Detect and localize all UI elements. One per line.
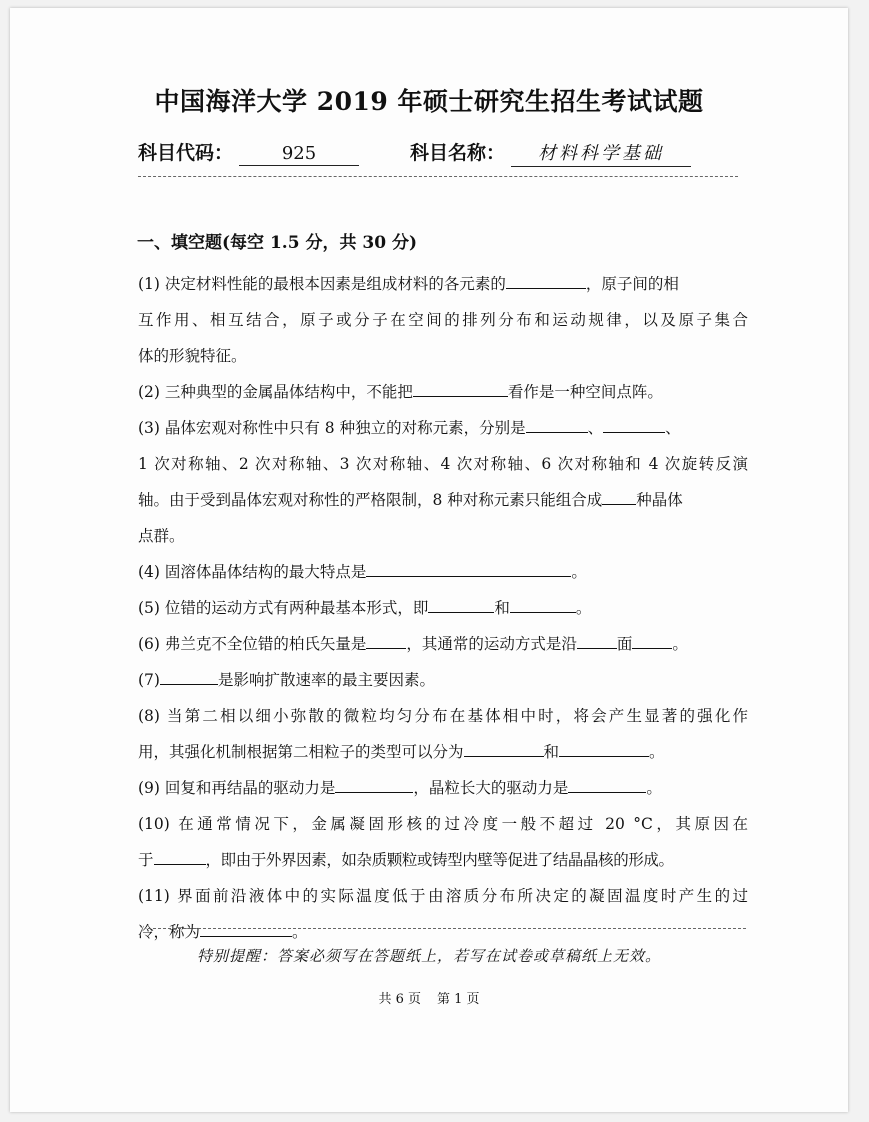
question-text: (2) 三种典型的金属晶体结构中，不能把 [138, 383, 413, 401]
answer-blank [632, 634, 672, 649]
question-6 [138, 626, 748, 662]
question-text: 、 [587, 419, 604, 437]
question-9 [138, 770, 748, 806]
question-text: ，其通常的运动方式是沿 [406, 635, 577, 653]
answer-blank [154, 850, 206, 865]
answer-blank [602, 490, 636, 505]
question-text: 和 [543, 743, 560, 761]
answer-blank [603, 418, 665, 433]
question-text: 和 [494, 599, 510, 617]
question-8-line-2 [138, 734, 748, 770]
question-3-line-3 [138, 482, 748, 518]
question-list [138, 266, 748, 950]
subject-code-value: 925 [239, 143, 359, 166]
question-text: 轴。由于受到晶体宏观对称性的严格限制，8 种对称元素只能组合成 [138, 491, 603, 509]
subject-name-label: 科目名称： [410, 142, 506, 164]
question-text: 。 [649, 743, 665, 761]
question-text: (4) 固溶体晶体结构的最大特点是 [138, 563, 367, 581]
question-text: 。 [575, 599, 592, 617]
question-text: 是影响扩散速率的最主要因素。 [217, 671, 435, 689]
exam-page [10, 8, 848, 1112]
question-3-line-4: 点群。 [138, 527, 185, 545]
question-8-line-1: (8) 当第二相以细小弥散的微粒均匀分布在基体相中时，将会产生显著的强化作 [138, 707, 748, 725]
answer-blank [506, 274, 586, 289]
subject-name-field [410, 138, 691, 167]
question-3-line-2: 1 次对称轴、2 次对称轴、3 次对称轴、4 次对称轴、6 次对称轴和 4 次旋转反演 [138, 455, 748, 473]
question-text: ，即由于外界因素，如杂质颗粒或铸型内壁等促进了结晶晶核的形成。 [205, 851, 674, 869]
answer-blank [568, 778, 646, 793]
answer-blank [510, 598, 576, 613]
question-7 [138, 662, 748, 698]
subject-code-label: 科目代码： [138, 142, 234, 164]
question-11-line-1: (11) 界面前沿液体中的实际温度低于由溶质分布所决定的凝固温度时产生的过 [138, 887, 748, 905]
answer-blank [200, 922, 292, 937]
question-3-line-1 [138, 410, 748, 446]
exam-notice: 特别提醒：答案必须写在答题纸上，若写在试卷或草稿纸上无效。 [196, 947, 661, 965]
question-text: 、 [665, 419, 681, 437]
answer-blank [577, 634, 617, 649]
question-text: (5) 位错的运动方式有两种最基本形式，即 [138, 599, 429, 617]
question-text: 。 [672, 635, 688, 653]
exam-title: 中国海洋大学 2019 年硕士研究生招生考试试题 [154, 87, 704, 116]
question-text: 面 [616, 635, 633, 653]
answer-blank [160, 670, 218, 685]
answer-blank [428, 598, 494, 613]
page-indicator [10, 988, 848, 1007]
question-10-line-2 [138, 842, 748, 878]
question-text: 。 [571, 563, 587, 581]
section-heading: 一、填空题(每空 1.5 分，共 30 分) [137, 233, 417, 253]
question-text: 看作是一种空间点阵。 [507, 383, 663, 401]
question-1-line-2: 互作用、相互结合，原子或分子在空间的排列分布和运动规律，以及原子集合 [138, 311, 748, 329]
question-5 [138, 590, 748, 626]
question-10-line-1: (10) 在通常情况下，金属凝固形核的过冷度一般不超过 20 °C，其原因在 [138, 815, 748, 833]
question-text: (1) 决定材料性能的最根本因素是组成材料的各元素的 [138, 275, 506, 293]
answer-blank [413, 382, 508, 397]
question-4 [138, 554, 748, 590]
question-2 [138, 374, 748, 410]
question-text: 。 [292, 923, 308, 941]
subject-code-field [138, 138, 359, 166]
subject-name-value: 材料科学基础 [511, 139, 691, 167]
question-1-line-3: 体的形貌特征。 [138, 347, 247, 365]
question-text: ，原子间的相 [585, 275, 679, 293]
question-1-line-1 [138, 266, 748, 302]
answer-blank [526, 418, 588, 433]
question-text: 冷，称为 [138, 923, 201, 941]
question-text: (7) [138, 671, 160, 689]
question-text: 。 [646, 779, 662, 797]
question-text: (3) 晶体宏观对称性中只有 8 种独立的对称元素，分别是 [138, 419, 526, 437]
answer-blank [366, 562, 571, 577]
question-text: ，晶粒长大的驱动力是 [413, 779, 569, 797]
question-text: 于 [138, 851, 154, 869]
answer-blank [559, 742, 649, 757]
question-text: (9) 回复和再结晶的驱动力是 [138, 779, 336, 797]
page-total: 共 6 页 [378, 992, 421, 1007]
answer-blank [366, 634, 406, 649]
question-text: (6) 弗兰克不全位错的柏氏矢量是 [138, 635, 367, 653]
answer-blank [335, 778, 413, 793]
footer-divider [148, 928, 746, 929]
question-text: 用，其强化机制根据第二相粒子的类型可以分为 [138, 743, 464, 761]
page-current: 第 1 页 [437, 992, 480, 1007]
question-text: 种晶体 [636, 491, 683, 509]
answer-blank [464, 742, 544, 757]
header-divider [138, 176, 738, 177]
